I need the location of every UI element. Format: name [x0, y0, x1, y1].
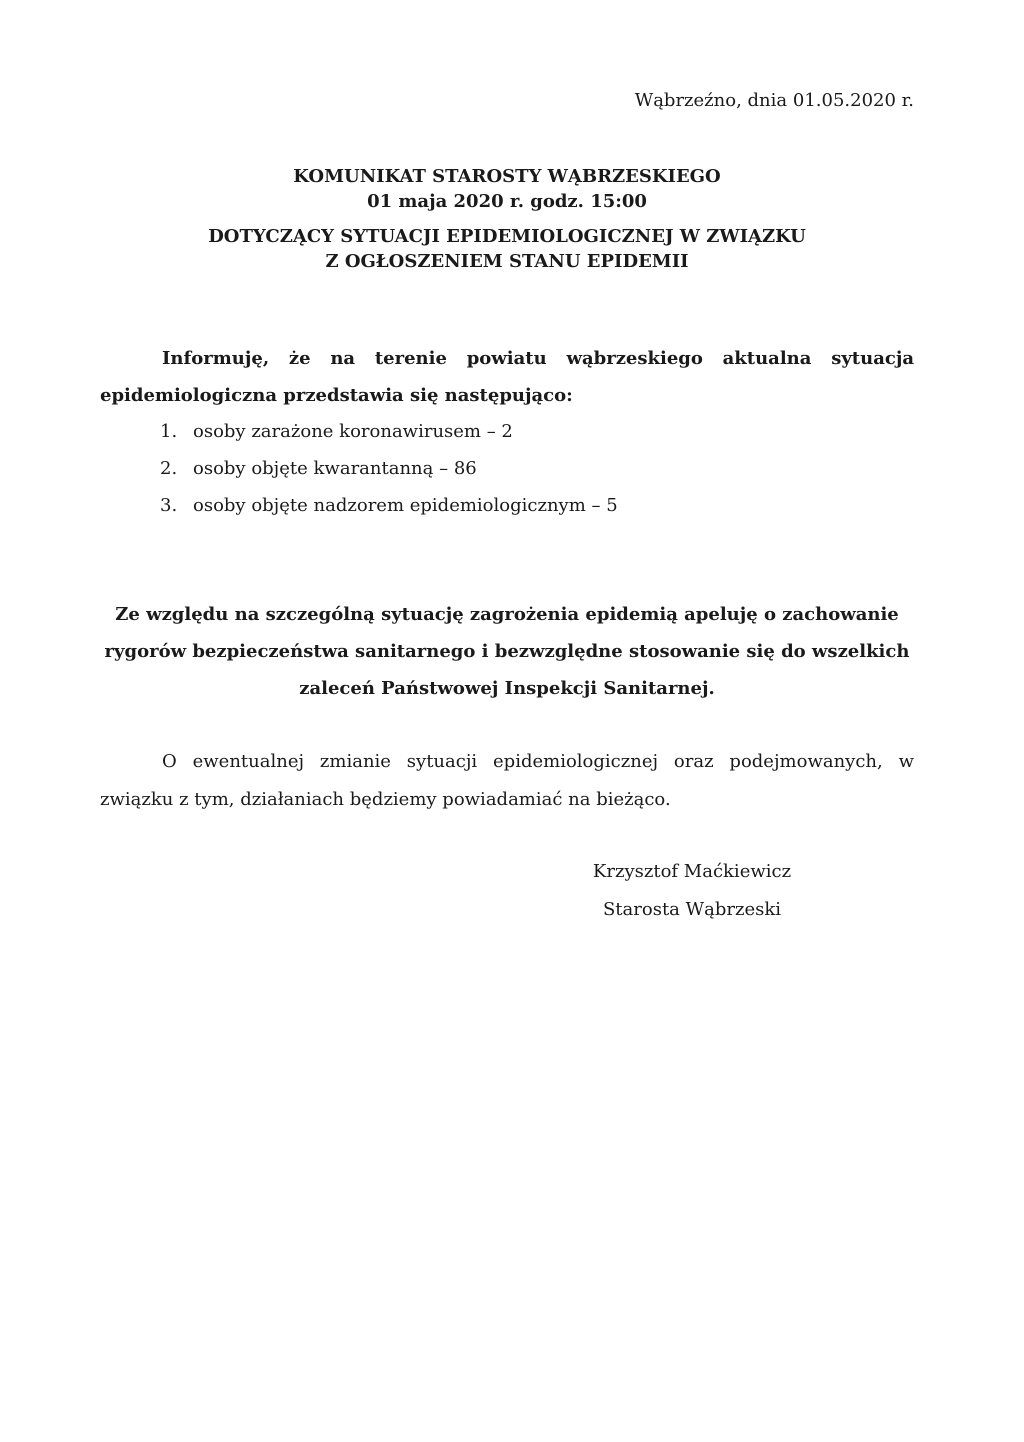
place-date: Wąbrzeźno, dnia 01.05.2020 r.: [634, 90, 914, 111]
intro-paragraph: Informuję, że na terenie powiatu wąbrzeskiego aktualna sytuacja epidemiologiczna przedstawia się następująco:: [100, 348, 914, 406]
list-item-number: 1.: [160, 421, 178, 442]
signatory-position: Starosta Wąbrzeski: [602, 899, 782, 920]
list-item: [160, 487, 860, 524]
signature-block: [560, 853, 824, 929]
list-item-number: 3.: [160, 495, 178, 516]
list-item: [160, 450, 860, 487]
announcement-header: [100, 164, 914, 274]
announcement-subject: [100, 224, 914, 274]
subject-line-2: Z OGŁOSZENIEM STANU EPIDEMII: [325, 251, 689, 272]
subject-line-1: DOTYCZĄCY SYTUACJI EPIDEMIOLOGICZNEJ W ZWIĄZKU: [208, 226, 806, 247]
list-item: [160, 413, 860, 450]
list-item-text: osoby objęte kwarantanną – 86: [193, 458, 477, 479]
appeal-line-3: zaleceń Państwowej Inspekcji Sanitarnej.: [299, 678, 715, 699]
appeal-line-2: rygorów bezpieczeństwa sanitarnego i bezwzględne stosowanie się do wszelkich: [104, 641, 910, 662]
stats-list: [160, 413, 860, 524]
announcement-datetime: 01 maja 2020 r. godz. 15:00: [367, 191, 647, 212]
appeal-paragraph: [100, 596, 914, 707]
signatory-name: Krzysztof Maćkiewicz: [592, 861, 792, 882]
closing-paragraph: O ewentualnej zmianie sytuacji epidemiologicznej oraz podejmowanych, w związku z tym, działaniach będziemy powiadamiać na bieżąco.: [100, 751, 914, 810]
list-item-text: osoby zarażone koronawirusem – 2: [193, 421, 513, 442]
list-item-number: 2.: [160, 458, 178, 479]
list-item-text: osoby objęte nadzorem epidemiologicznym – 5: [193, 495, 618, 516]
appeal-line-1: Ze względu na szczególną sytuację zagrożenia epidemią apeluję o zachowanie: [115, 604, 899, 625]
announcement-title: KOMUNIKAT STAROSTY WĄBRZESKIEGO: [293, 166, 721, 187]
